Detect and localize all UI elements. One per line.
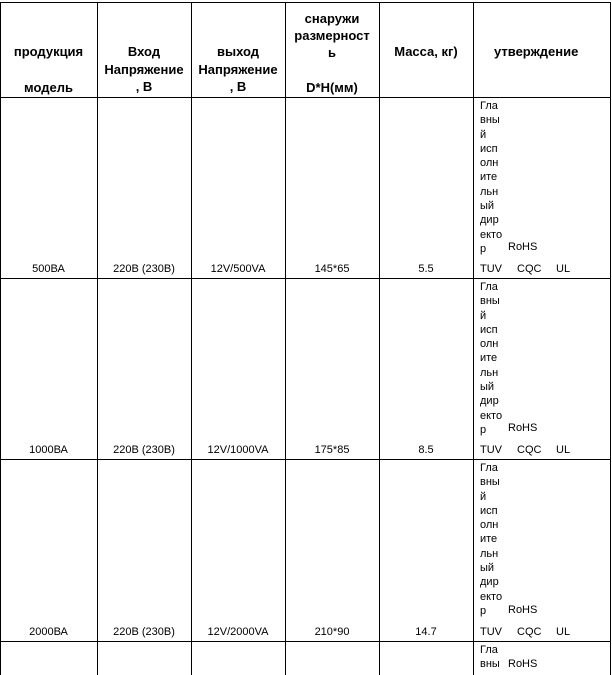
approval-text-line: Гла [480,100,498,112]
header-product: продукция [13,44,84,59]
approval-text-line: льн [480,366,499,379]
approval-text-line: исп [480,142,498,155]
approval-text-line: дир [480,214,499,227]
column-border-4 [379,2,380,675]
row-3-ul: UL [556,626,571,638]
row-1-tuv: TUV [480,263,502,275]
row-2-ul: UL [556,444,571,456]
row-1-model: 500ВА [32,263,65,275]
header-approval: утверждение [494,44,579,59]
row-3-output: 12V/2000VA [207,626,269,638]
column-border-5 [473,2,474,675]
header-output-line3: , В [229,79,247,94]
approval-text-line: ый [480,200,495,213]
row-4-approval-line1: Гла [480,644,498,656]
row-2-mass: 8.5 [418,444,434,456]
header-model: модель [24,80,73,95]
header-mass: Масса, кг) [394,44,458,59]
approval-text-line: дир [480,395,499,408]
header-output-line2: Напряжение [198,62,278,77]
row-4-rohs: RoHS [508,658,538,670]
row-2-rohs: RoHS [508,422,538,434]
row-2-tuv: TUV [480,444,502,456]
row-3-model: 2000ВА [29,626,68,638]
row-3-dimensions: 210*90 [314,626,350,638]
row-2-model: 1000ВА [29,444,68,456]
approval-text-line: ый [480,381,495,394]
header-input-line3: , В [135,79,153,94]
approval-text-line: вны [480,476,500,489]
header-dimensions-line1: снаружи [304,11,360,26]
row-1-approval-text [480,99,502,256]
header-dimensions-line4: D*H(мм) [306,80,358,95]
row-1-bottom-border [0,278,611,279]
row-3-cqc: CQC [517,626,542,638]
approval-text-line: Гла [480,281,498,293]
column-border-right [610,2,611,675]
approval-text-line: исп [480,504,498,517]
row-1-ul: UL [556,263,571,275]
approval-text-line: й [480,309,487,322]
row-1-cqc: CQC [517,263,542,275]
approval-text-line: льн [480,185,499,198]
approval-text-line: ите [480,533,498,546]
approval-text-line: исп [480,323,498,336]
approval-text-line: р [480,242,487,255]
column-border-left [0,2,1,675]
approval-text-line: екто [480,409,503,422]
row-1-dimensions: 145*65 [314,263,350,275]
row-4-approval-line2: вны [480,658,500,670]
approval-text-line: ите [480,171,498,184]
header-input-line1: Вход [127,44,161,59]
row-2-bottom-border [0,459,611,460]
approval-text-line: олн [480,157,499,170]
row-1-input: 220В (230В) [113,263,175,275]
approval-text-line: льн [480,547,499,560]
header-dimensions-line2: размерност [294,28,370,43]
row-3-rohs: RoHS [508,604,538,616]
approval-text-line: й [480,490,487,503]
row-3-tuv: TUV [480,626,502,638]
row-3-mass: 14.7 [415,626,437,638]
row-2-input: 220В (230В) [113,444,175,456]
row-3-approval-text [480,461,502,618]
column-border-3 [285,2,286,675]
row-1-output: 12V/500VA [210,263,266,275]
approval-text-line: олн [480,519,499,532]
approval-text-line: екто [480,228,503,241]
approval-text-line: р [480,604,487,617]
row-2-cqc: CQC [517,444,542,456]
approval-text-line: екто [480,590,503,603]
header-dimensions-line3: ь [328,45,336,60]
approval-text-line: олн [480,338,499,351]
row-2-output: 12V/1000VA [207,444,269,456]
header-bottom-border [0,97,611,98]
row-1-mass: 5.5 [418,263,434,275]
row-2-approval-text [480,280,502,437]
header-output-line1: выход [216,44,260,59]
header-input-line2: Напряжение [104,62,184,77]
column-border-2 [191,2,192,675]
approval-text-line: й [480,128,487,141]
row-1-rohs: RoHS [508,241,538,253]
approval-text-line: Гла [480,462,498,474]
approval-text-line: вны [480,114,500,127]
column-border-1 [97,2,98,675]
approval-text-line: ый [480,562,495,575]
approval-text-line: дир [480,576,499,589]
row-2-dimensions: 175*85 [314,444,350,456]
approval-text-line: вны [480,295,500,308]
approval-text-line: ите [480,352,498,365]
row-3-input: 220В (230В) [113,626,175,638]
table-border-top [0,2,611,3]
approval-text-line: р [480,423,487,436]
row-3-bottom-border [0,641,611,642]
